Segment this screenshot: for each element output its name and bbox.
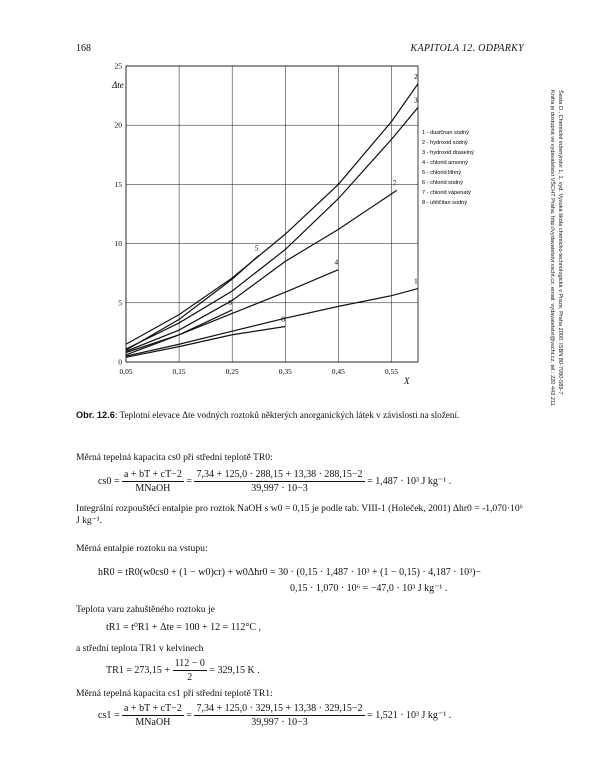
series-line-3 [126,107,418,349]
series-label-8: 8 [281,314,286,324]
legend-entry: 4 - chlorid amonný [422,160,469,166]
series-line-2 [126,84,418,344]
legend-entry: 3 - hydroxid draselný [422,150,474,156]
equation-TR1 [106,658,260,683]
chart-series [126,72,418,358]
chart-axes [111,62,418,387]
eq5-fraction-2 [194,703,364,728]
x-axis-label: X [404,376,410,386]
y-axis-label: Δte [112,80,124,90]
eq1-num: a + bT + cT−2 [123,469,182,480]
paragraph-4: Teplota varu zahuštěného roztoku je [76,604,215,615]
y-tick-label: 10 [114,239,122,249]
paragraph-1: Měrná tepelná kapacita cs0 při střední teplotě TR0: [76,452,273,463]
x-tick-label: 0,55 [384,367,399,376]
eq5-lhs: cs1 = [98,709,120,721]
eq1-den2: 39,997 · 10−3 [251,483,308,494]
series-line-1 [126,289,418,356]
legend-entry: 8 - uhličitan sodný [422,200,468,206]
chart-legend [422,130,474,206]
series-label-3: 3 [414,95,418,105]
equation-cs1: cs1 = $\frac{a + bT + cT-2}{\text{MNaOH}}$ = $\frac{7,34 + 125,0 \cdot 329,15 + 13,38 \cdot 329,15-2}{39,997 \cdot 10-3}$ = 1,521 · 10³ J kg⁻¹ . [98,703,452,728]
series-label-4: 4 [334,257,339,267]
paragraph-2: Integrální rozpouštěcí entalpie pro roztok NaOH s w0 = 0,15 je podle tab. VIII-1 (Holeček, 2001) Δhr0 = -1,070·10⁶ J kg⁻¹. [76,503,523,526]
x-tick-label: 0,35 [278,367,292,376]
x-tick-label: 0,45 [331,367,345,376]
x-tick-label: 0,05 [119,367,133,376]
legend-entry: 2 - hydroxid sodný [422,140,468,146]
figure-caption [76,409,524,421]
eq5-den2: 39,997 · 10−3 [251,717,308,728]
paragraph-5: a střední teplota TR1 v kelvinech [76,643,204,654]
caption-text: : Teplotní elevace Δte vodných roztoků některých anorganických látek v závislosti na složení. [114,410,460,420]
legend-entry: 1 - dusičnan sodný [422,130,469,136]
paragraph-6: Měrná tepelná kapacita cs1 při střední teplotě TR1: [76,688,273,699]
y-tick-label: 20 [114,120,122,130]
eq4-result: = 329,15 K . [209,664,260,676]
eq4-fraction [173,658,207,683]
eq5-den: MNaOH [135,717,171,728]
eq1-result: = 1,487 · 10³ J kg⁻¹ . [367,475,452,487]
eq1-fraction-1 [122,469,184,494]
side-note [534,90,564,510]
series-label-2: 2 [414,71,418,81]
y-tick-label: 0 [118,357,122,367]
side-note-line-1: Šesta D., Chemické inženýrství 1, 1. vyd. Vysoká škola chemicko-technologická v Praze, Praha 2000. ISBN 80-7080-589-7 [557,90,563,395]
eq1-num2: 7,34 + 125,0 · 288,15 + 13,38 · 288,15−2 [196,469,363,480]
eq5-num: a + bT + cT−2 [123,703,182,714]
equation-hR0-line-1: hR0 = tR0(w0cs0 + (1 − w0)cr) + w0Δhr0 = 30 · (0,15 · 1,487 · 10³ + (1 − 0,15) · 4,187 · 10³)− [98,567,482,578]
eq4-lhs: TR1 = 273,15 + [106,664,171,676]
series-label-5: 5 [254,243,259,253]
x-tick-label: 0,25 [225,367,239,376]
eq5-num2: 7,34 + 125,0 · 329,15 + 13,38 · 329,15−2 [196,703,363,714]
caption-label: Obr. 12.6 [76,410,115,420]
page-number: 168 [76,43,91,54]
y-tick-label: 15 [114,179,122,189]
eq5-fraction-1 [122,703,184,728]
side-note-line-2: Kniha je dostupná ve vydavatelství VŠCHT Praha, http://vydavatelstvi.vscht.cz, email: vydavatelstvi@vscht.cz, tel.: 220 443 211 [549,90,555,406]
x-tick-label: 0,15 [172,367,186,376]
eq4-num: 112 − 0 [174,658,205,669]
running-title: KAPITOLA 12. ODPARKY [410,43,524,54]
chart-grid [126,66,418,362]
legend-entry: 6 - chlorid sodný [422,180,464,186]
legend-entry: 7 - chlorid vápenatý [422,190,471,196]
eq1-den: MNaOH [135,483,171,494]
paragraph-3: Měrná entalpie roztoku na vstupu: [76,543,208,554]
eq1-fraction-2 [194,469,364,494]
eq1-lhs: cs0 = [98,475,120,487]
legend-entry: 5 - chlorid lithný [422,170,462,176]
plot-frame [126,66,418,362]
eq5-result: = 1,521 · 10³ J kg⁻¹ . [367,709,452,721]
equation-cs0: cs0 = $\frac{a + bT + cT-2}{\text{MNaOH}}$ = $\frac{7,34 + 125,0 \cdot 288,15 + 13,38 \cdot 288,15-2}{39,997 \cdot 10-3}$ = 1,487 · 10³ J kg⁻¹ . [98,469,452,494]
equation-hR0-line-2: 0,15 · 1,070 · 10⁶ = −47,0 · 10³ J kg⁻¹ . [290,583,448,594]
eq4-den: 2 [187,672,193,683]
y-tick-label: 5 [118,298,122,308]
elevation-chart [108,60,528,405]
series-label-7: 7 [392,178,397,188]
equation-tR1: tR1 = t⁰R1 + Δte = 100 + 12 = 112°C , [106,622,262,633]
series-label-1: 1 [414,276,418,286]
series-label-6: 6 [228,297,232,307]
y-tick-label: 25 [114,61,122,71]
